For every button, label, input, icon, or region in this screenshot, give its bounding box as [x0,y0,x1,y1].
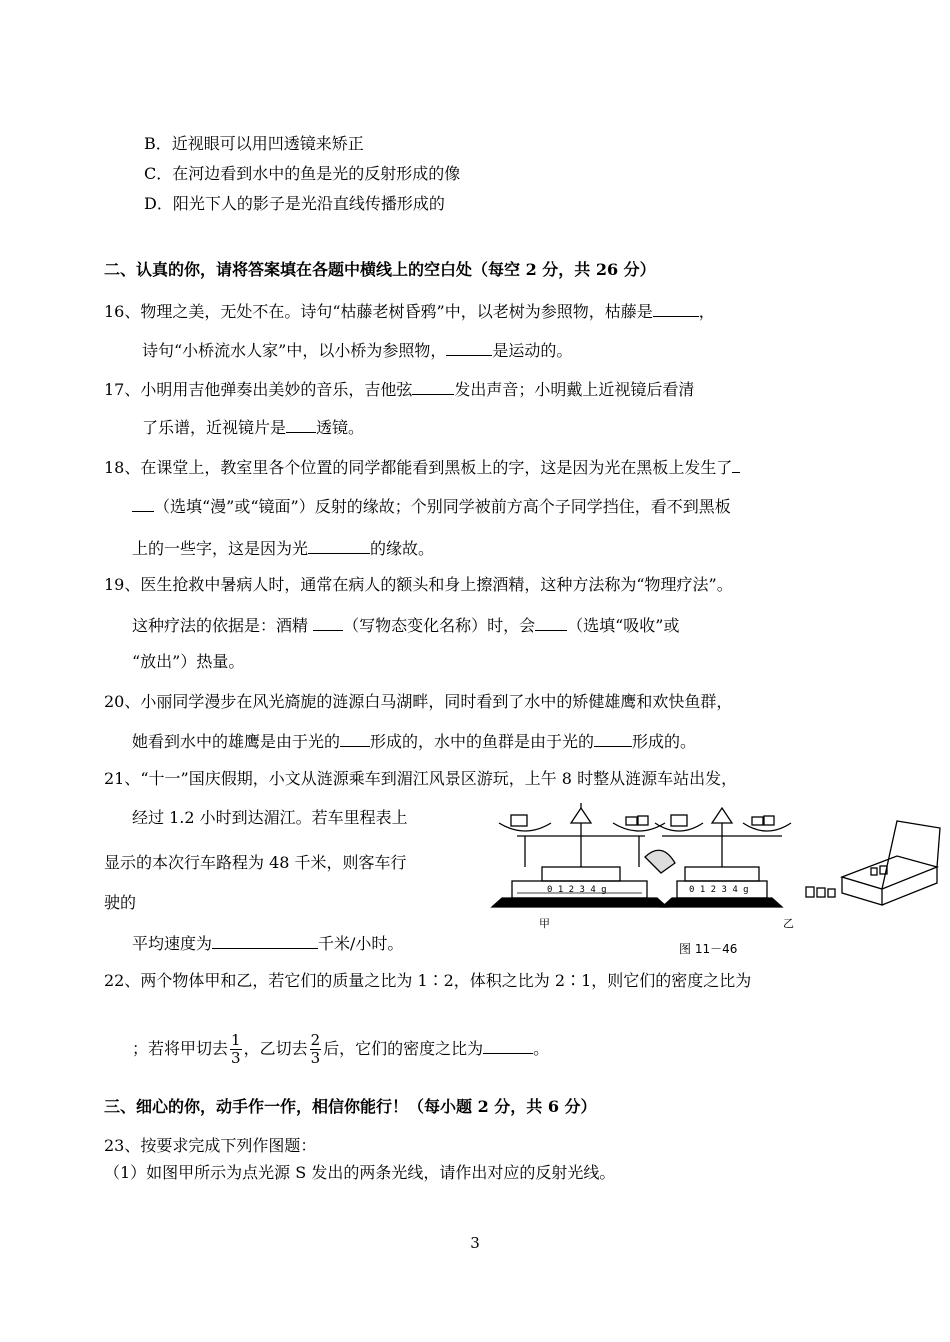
q22-text-b: ；若将甲切去 [132,1039,229,1058]
figure-caption: 图 11－46 [679,942,738,956]
q18-blank-1a[interactable] [732,456,740,473]
q20-text-d: 形成的。 [632,732,697,751]
q17-line2 [142,416,364,438]
q18-blank-2[interactable] [308,537,370,554]
label-right: 乙 [783,917,794,930]
q20-line2 [132,730,696,752]
q19-text-d: （选填“吸收”或 [567,616,680,635]
q17-text-c: 了乐谱，近视镜片是 [142,418,287,437]
q21-line1: 21、“十一”国庆假期，小文从涟源乘车到湄江风景区游玩，上午 8 时整从涟源车站出发， [104,769,738,788]
q23-line1: 23、按要求完成下列作图题： [104,1136,317,1155]
q16-text-d: 是运动的。 [492,341,573,360]
q18-text-c: 上的一些字，这是因为光 [132,539,309,558]
q16-text-b: ， [698,302,715,321]
q19-line1: 19、医生抢救中暑病人时，通常在病人的额头和身上擦酒精，这种方法称为“物理疗法”。 [104,575,733,594]
q21-line2: 经过 1.2 小时到达湄江。若车里程表上 [132,808,408,827]
q17-text-b: 发出声音；小明戴上近视镜后看清 [454,380,695,399]
q18-text-b: （选填“漫”或“镜面”）反射的缘故；个别同学被前方高个子同学挡住，看不到黑板 [154,497,731,516]
q19-line2 [132,614,680,636]
q17-text-a: 17、小明用吉他弹奏出美妙的音乐，吉他弦 [104,380,413,399]
q22-line2 [132,1027,549,1071]
section2-heading: 二、认真的你，请将答案填在各题中横线上的空白处（每空 2 分，共 26 分） [104,260,656,279]
q19-blank-1[interactable] [313,614,343,631]
q16-blank-1[interactable] [653,300,699,317]
q16-line1 [104,300,715,322]
page-number: 3 [470,1234,480,1252]
q21-blank-1[interactable] [212,932,318,949]
q16-line2 [142,339,572,361]
q17-blank-2[interactable] [286,416,316,433]
q21-line4: 驶的 [104,893,137,912]
q21-text-e: 平均速度为 [132,934,213,953]
q22-blank-1[interactable] [483,1037,533,1054]
q18-line1 [104,456,740,478]
option-b: B．近视眼可以用凹透镜来矫正 [144,134,364,153]
section3-heading: 三、细心的你，动手作一作，相信你能行！（每小题 2 分，共 6 分） [104,1097,597,1116]
frac2-num: 2 [310,1031,321,1049]
fraction-two-thirds [310,1032,322,1067]
q19-text-c: （写物态变化名称）时，会 [343,616,536,635]
q22-text-c: ，乙切去 [243,1039,308,1058]
q21-line3: 显示的本次行车路程为 48 千米，则客车行 [104,853,407,872]
q17-blank-1[interactable] [412,378,454,395]
q21-text-f: 千米/小时。 [318,934,404,953]
q23-line2: （1）如图甲所示为点光源 S 发出的两条光线，请作出对应的反射光线。 [104,1163,616,1182]
q22-text-e: 。 [533,1039,550,1058]
q17-text-d: 透镜。 [316,418,365,437]
option-c: C．在河边看到水中的鱼是光的反射形成的像 [144,164,461,183]
q19-text-b: 这种疗法的依据是：酒精 [132,616,309,635]
q21-line5 [132,932,403,954]
q20-text-b: 她看到水中的雄鹰是由于光的 [132,732,341,751]
q20-text-c: 形成的，水中的鱼群是由于光的 [370,732,595,751]
q19-blank-2[interactable] [535,614,567,631]
fraction-one-third [230,1032,242,1067]
q20-blank-1[interactable] [340,730,370,747]
scale-text-left: 0 1 2 3 4 g [547,885,607,895]
q22-line1: 22、两个物体甲和乙，若它们的质量之比为 1∶2，体积之比为 2∶1，则它们的密度之比为 [104,971,752,990]
q17-line1 [104,378,694,400]
q16-blank-2[interactable] [446,339,492,356]
option-d: D．阳光下人的影子是光沿直线传播形成的 [144,194,445,213]
scale-text-right: 0 1 2 3 4 g [689,885,749,895]
q18-text-a: 18、在课堂上，教室里各个位置的同学都能看到黑板上的字，这是因为光在黑板上发生了 [104,458,733,477]
q20-blank-2[interactable] [594,730,632,747]
q16-text-a: 16、物理之美，无处不在。诗句“枯藤老树昏鸦”中，以老树为参照物，枯藤是 [104,302,653,321]
frac1-num: 1 [231,1031,241,1049]
q18-text-d: 的缘故。 [370,539,435,558]
weight-box [806,821,940,905]
balance-figure [487,803,943,963]
frac1-den: 3 [231,1049,241,1067]
q18-blank-1b[interactable] [132,495,154,512]
q20-line1: 20、小丽同学漫步在风光旖旎的涟源白马湖畔，同时看到了水中的矫健雄鹰和欢快鱼群， [104,692,733,711]
q22-text-d: 后，它们的密度之比为 [323,1039,484,1058]
q16-text-c: 诗句“小桥流水人家”中，以小桥为参照物， [142,341,447,360]
frac2-den: 3 [310,1049,321,1067]
label-left: 甲 [539,917,550,930]
q18-line3 [132,537,434,559]
q18-line2 [132,495,731,517]
q19-line3: “放出”）热量。 [132,652,245,671]
